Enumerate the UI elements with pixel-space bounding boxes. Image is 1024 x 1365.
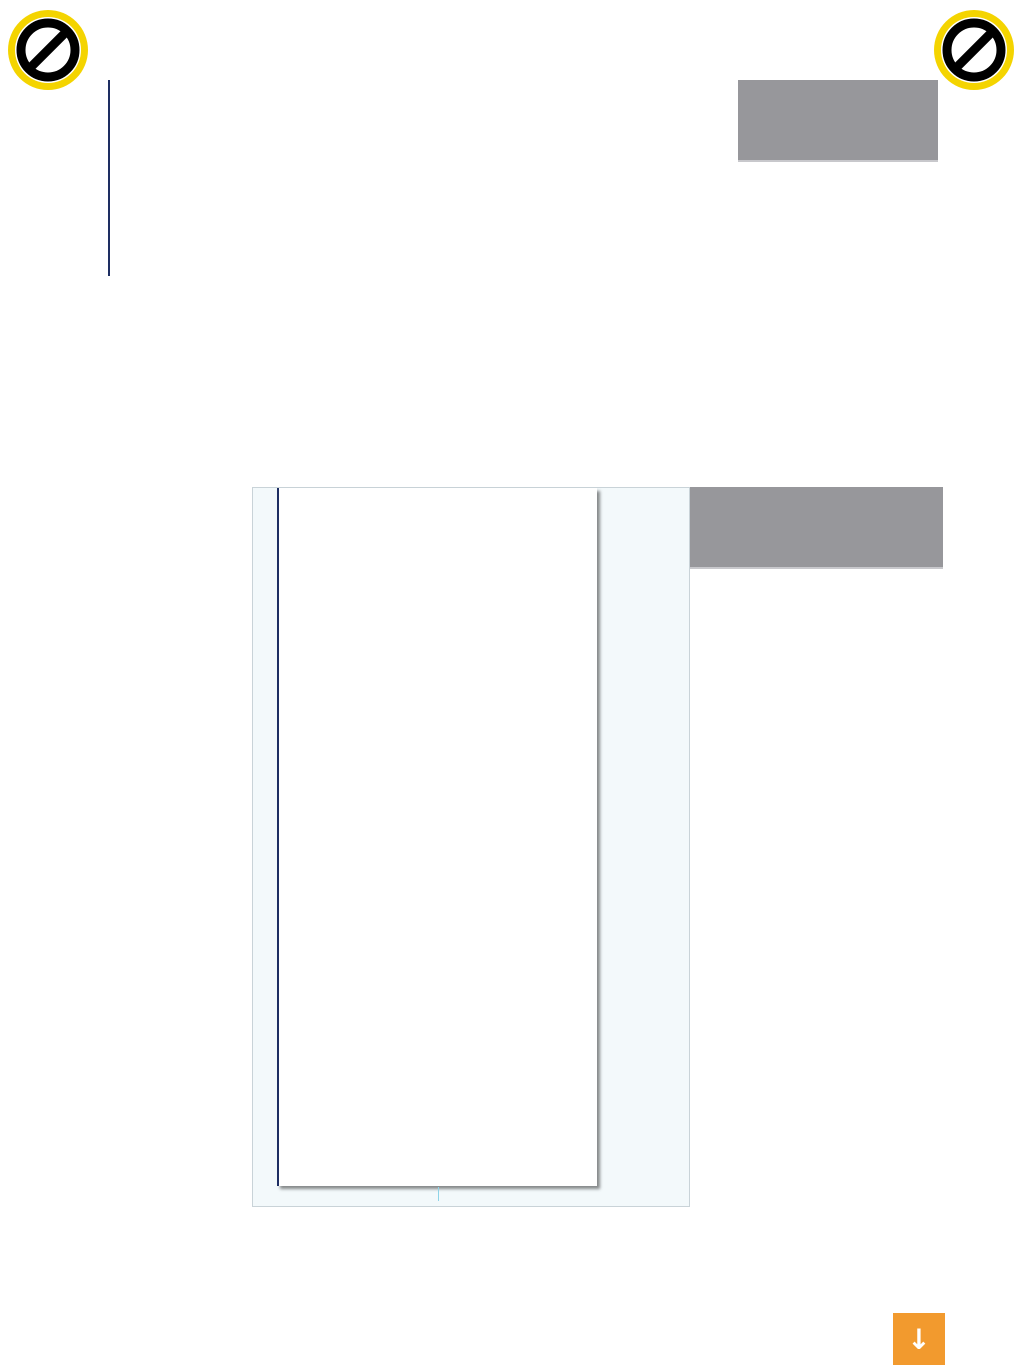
scroll-down-button[interactable]	[893, 1313, 945, 1365]
graph-edge-stub	[438, 1187, 439, 1201]
no-symbol-icon	[928, 4, 1020, 96]
gray-panel	[690, 487, 943, 569]
code-gutter-line	[108, 80, 110, 276]
no-symbol-icon	[2, 4, 94, 96]
gray-panel	[738, 80, 938, 162]
disassembly-listing	[277, 488, 597, 1186]
code-snippet-top	[88, 80, 478, 276]
disassembly-window	[252, 487, 690, 1207]
arrow-down-icon: ↓	[907, 1322, 931, 1356]
